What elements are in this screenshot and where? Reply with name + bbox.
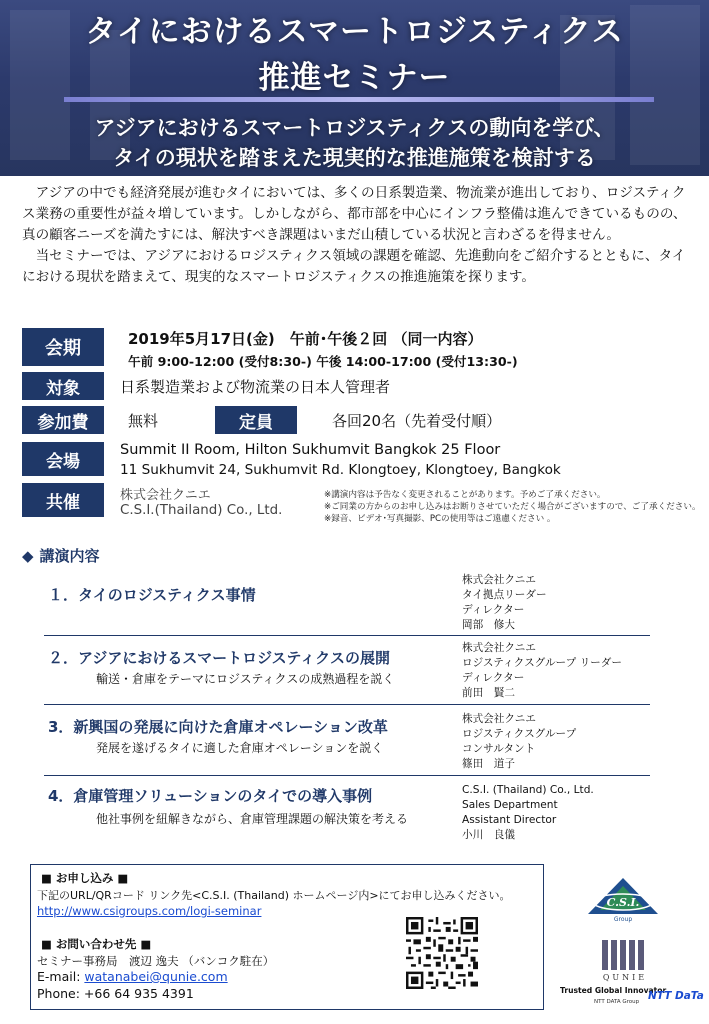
venue-label: 会場 (22, 442, 104, 476)
host-line1: 株式会社クニエ (120, 488, 211, 503)
phone-line: Phone: +66 64 935 4391 (37, 986, 194, 1001)
lecture-title-4: 4．倉庫管理ソリューションのタイでの導入事例 (48, 787, 373, 805)
fee-label: 参加費 (22, 406, 104, 434)
lecture-title-3: 3．新興国の発展に向けた倉庫オペレーション改革 (48, 718, 388, 736)
intro-paragraph: アジアの中でも経済発展が進むタイにおいては、多くの日系製造業、物流業が進出しており、ロジスティクス業務の重要性が益々増しています。しかしながら、都市部を中心にインフラ整備は進んできているものの、真の顧客ニーズを満たすには、解決すべき課題はいまだ山積している状況と言わざるを得ません。 (22, 185, 687, 243)
email-link[interactable]: watanabei@qunie.com (84, 969, 228, 984)
lecture-title-1: １．タイのロジスティクス事情 (48, 586, 256, 604)
speaker-3 (462, 712, 576, 772)
fee-value: 無料 (128, 412, 159, 430)
speaker-line: ディレクター (462, 672, 525, 684)
speaker-line: ロジスティクスグループ リーダー (462, 657, 622, 669)
subtitle-line1: アジアにおけるスマートロジスティクスの動向を学び、 (94, 116, 615, 140)
email-label: E-mail: (37, 969, 85, 984)
host-label: 共催 (22, 483, 104, 517)
csi-logo-text: C.S.I. (606, 896, 640, 909)
inquiry-office: セミナー事務局 渡辺 逸夫 （バンコク駐在） (37, 954, 275, 968)
apply-text: 下記のURL/QRコード リンク先<C.S.I. (Thailand) ホームページ内>にてお申し込みください。 (37, 889, 511, 902)
speaker-line: Sales Department (462, 799, 558, 811)
qunie-logo-text: QUNIE (602, 973, 648, 982)
tgi-tagline: Trusted Global Innovator (560, 986, 667, 995)
csi-logo-group: Group (613, 916, 633, 923)
speaker-line: ロジスティクスグループ (462, 728, 577, 740)
speaker-line: C.S.I. (Thailand) Co., Ltd. (462, 784, 594, 796)
date-main: 2019年5月17日(金) 午前･午後２回 （同一内容） (128, 330, 483, 348)
contact-box (30, 864, 544, 1010)
divider (44, 635, 650, 636)
speaker-line: コンサルタント (462, 743, 536, 755)
csi-logo (586, 876, 660, 924)
speaker-line: 小川 良儀 (462, 829, 515, 841)
speaker-line: Assistant Director (462, 814, 557, 826)
speaker-line: 篠田 道子 (462, 758, 515, 770)
capacity-label: 定員 (215, 406, 297, 434)
lecture-desc-2: 輸送・倉庫をテーマにロジスティクスの成熟過程を説く (96, 672, 395, 686)
speaker-line: 岡部 修大 (462, 619, 515, 631)
divider (44, 775, 650, 776)
host-line2: C.S.I.(Thailand) Co., Ltd. (120, 503, 283, 518)
page-title-line2: 推進セミナー (258, 60, 451, 96)
section-heading (22, 545, 100, 566)
qr-code[interactable] (406, 917, 478, 989)
ntt-data-logo: NTT DaTa (648, 990, 704, 1002)
capacity-value: 各回20名（先着受付順） (332, 412, 502, 430)
speaker-line: ディレクター (462, 604, 525, 616)
subtitle-line2: タイの現状を踏まえた現実的な推進施策を検討する (113, 146, 596, 170)
speaker-line: タイ拠点リーダー (462, 589, 547, 601)
ntt-group-text: NTT DATA Group (594, 999, 640, 1005)
note-1: ※講演内容は予告なく変更されることがあります。予めご了承ください。 (324, 490, 606, 500)
speaker-line: 前田 賢二 (462, 687, 515, 699)
note-3: ※録音、ビデオ･写真撮影、PCの使用等はご遠慮ください 。 (324, 514, 556, 524)
diamond-icon: ◆ (22, 547, 34, 565)
lectures-heading: 講演内容 (39, 547, 100, 565)
divider (44, 704, 650, 705)
lecture-desc-4: 他社事例を紐解きながら、倉庫管理課題の解決策を考える (96, 812, 409, 826)
venue-line1: Summit II Room, Hilton Sukhumvit Bangkok 25 Floor (120, 442, 501, 458)
date-times: 午前 9:00-12:00 (受付8:30-) 午後 14:00-17:00 (受付13:30-) (128, 354, 518, 369)
apply-heading: ■ お申し込み ■ (41, 871, 129, 885)
note-2: ※ご同業の方からのお申し込みはお断りさせていただく場合がございますので、ご了承ください。 (324, 502, 701, 512)
speaker-line: 株式会社クニエ (462, 642, 536, 654)
inquiry-heading: ■ お問い合わせ先 ■ (41, 937, 152, 951)
speaker-2 (462, 641, 622, 701)
qunie-logo (594, 938, 656, 982)
venue-line2: 11 Sukhumvit 24, Sukhumvit Rd. Klongtoey, Klongtoey, Bangkok (120, 462, 561, 478)
page-title: タイにおけるスマートロジスティクス (85, 14, 624, 50)
speaker-1 (462, 573, 547, 633)
intro-paragraph: 当セミナーでは、アジアにおけるロジスティクス領域の課題を確認、先進動向をご紹介するとともに、タイにおける現状を踏まえて、現実的なスマートロジスティクスの推進施策を探ります。 (22, 248, 686, 285)
header-banner (0, 0, 709, 176)
speaker-4 (462, 783, 594, 843)
date-label: 会期 (22, 328, 104, 366)
speaker-line: 株式会社クニエ (462, 574, 536, 586)
target-label: 対象 (22, 372, 104, 400)
title-underline (64, 97, 654, 102)
target-value: 日系製造業および物流業の日本人管理者 (120, 378, 391, 396)
apply-url-link[interactable]: http://www.csigroups.com/logi-seminar (37, 904, 262, 918)
email-line (37, 969, 228, 984)
speaker-line: 株式会社クニエ (462, 713, 536, 725)
intro-text (22, 183, 690, 288)
lecture-desc-3: 発展を遂げるタイに適した倉庫オペレーションを説く (96, 741, 384, 755)
lecture-title-2: ２．アジアにおけるスマートロジスティクスの展開 (48, 649, 391, 667)
